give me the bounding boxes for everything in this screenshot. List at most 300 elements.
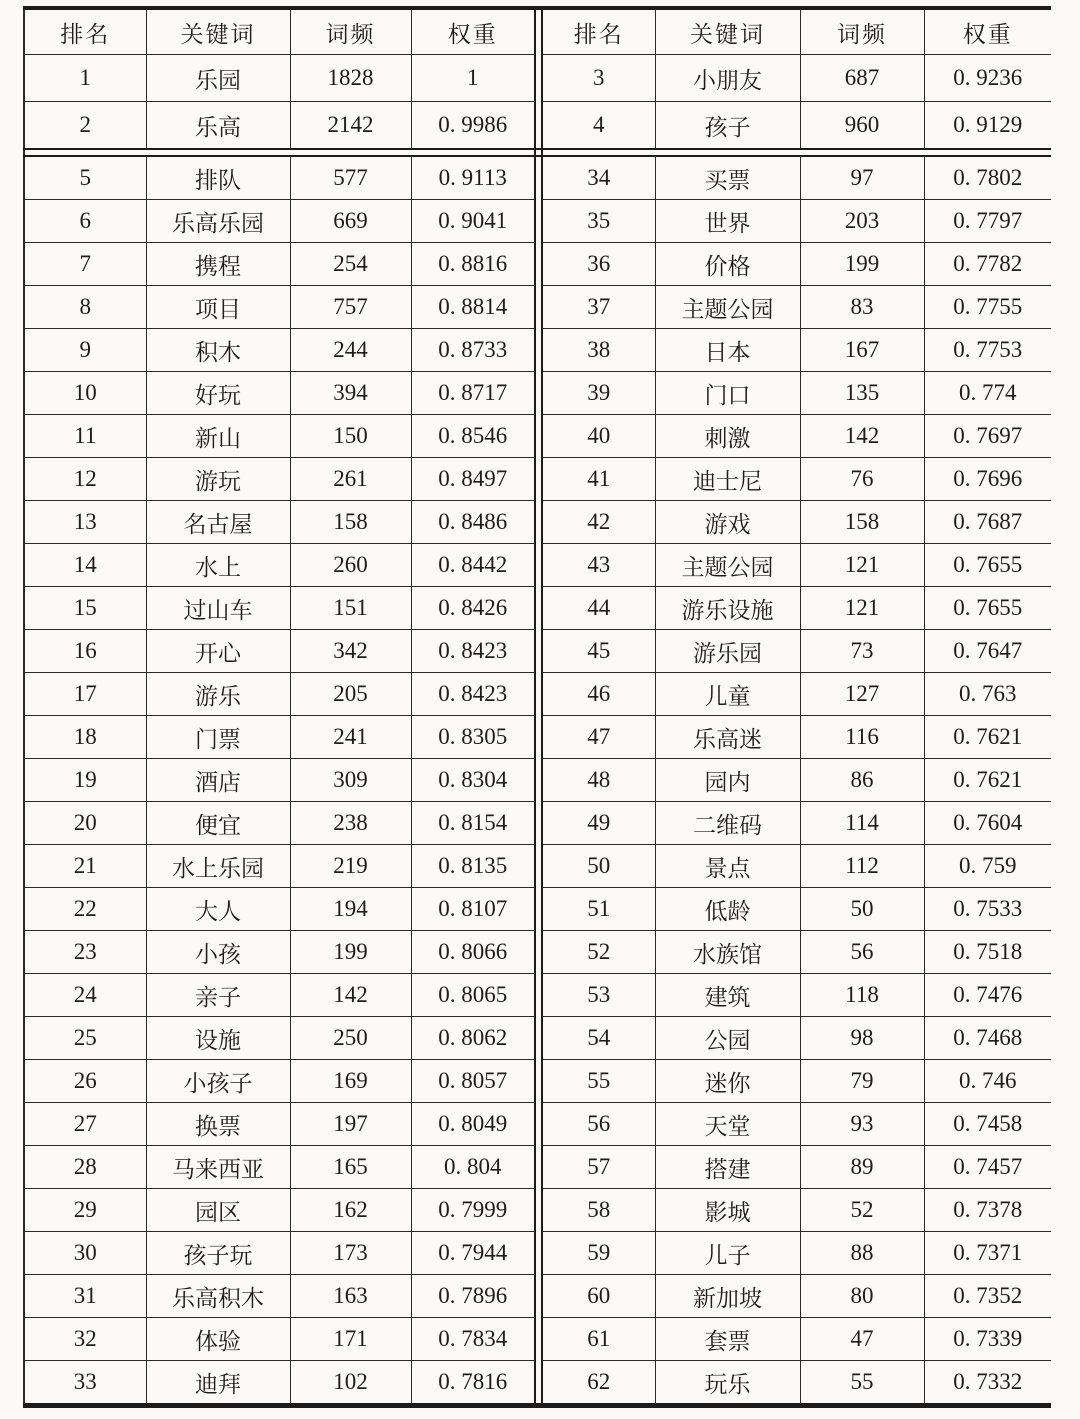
right-freq-cell: 98 — [800, 1017, 924, 1060]
left-freq-cell: 238 — [290, 802, 411, 845]
center-double-rule-divider — [535, 1146, 542, 1189]
right-keyword-cell: 迷你 — [655, 1060, 800, 1103]
left-rank-cell: 15 — [24, 587, 146, 630]
right-weight-cell: 0. 7697 — [924, 415, 1051, 458]
left-keyword-cell: 酒店 — [146, 759, 290, 802]
left-rank-cell: 22 — [24, 888, 146, 931]
table-row — [24, 102, 1051, 150]
right-weight-cell: 0. 7621 — [924, 716, 1051, 759]
column-header-freq: 词频 — [800, 8, 924, 55]
right-weight-cell: 0. 7647 — [924, 630, 1051, 673]
right-rank-cell: 52 — [542, 931, 655, 974]
left-keyword-cell: 乐高乐园 — [146, 200, 290, 243]
center-double-rule-divider — [535, 630, 542, 673]
left-rank-cell: 18 — [24, 716, 146, 759]
left-freq-cell: 171 — [290, 1318, 411, 1361]
left-rank-cell: 31 — [24, 1275, 146, 1318]
left-weight-cell: 0. 8426 — [411, 587, 535, 630]
left-weight-cell: 0. 8305 — [411, 716, 535, 759]
left-weight-cell: 0. 7896 — [411, 1275, 535, 1318]
right-keyword-cell: 园内 — [655, 759, 800, 802]
left-freq-cell: 169 — [290, 1060, 411, 1103]
right-freq-cell: 158 — [800, 501, 924, 544]
right-weight-cell: 0. 7339 — [924, 1318, 1051, 1361]
left-weight-cell: 0. 9113 — [411, 156, 535, 200]
right-keyword-cell: 游乐设施 — [655, 587, 800, 630]
center-double-rule-divider — [535, 200, 542, 243]
left-freq-cell: 309 — [290, 759, 411, 802]
left-weight-cell: 0. 7816 — [411, 1361, 535, 1406]
center-double-rule-divider — [535, 544, 542, 587]
right-freq-cell: 199 — [800, 243, 924, 286]
left-weight-cell: 0. 7834 — [411, 1318, 535, 1361]
right-weight-cell: 0. 7468 — [924, 1017, 1051, 1060]
right-weight-cell: 0. 774 — [924, 372, 1051, 415]
left-freq-cell: 250 — [290, 1017, 411, 1060]
right-keyword-cell: 迪士尼 — [655, 458, 800, 501]
center-double-rule-divider — [535, 673, 542, 716]
right-rank-cell: 58 — [542, 1189, 655, 1232]
left-keyword-cell: 孩子玩 — [146, 1232, 290, 1275]
left-rank-cell: 23 — [24, 931, 146, 974]
right-freq-cell: 86 — [800, 759, 924, 802]
right-rank-cell: 40 — [542, 415, 655, 458]
right-freq-cell: 83 — [800, 286, 924, 329]
table-row — [24, 1103, 1051, 1146]
left-keyword-cell: 乐园 — [146, 55, 290, 102]
right-rank-cell: 47 — [542, 716, 655, 759]
right-weight-cell: 0. 763 — [924, 673, 1051, 716]
section-break-double-rule — [24, 149, 1051, 156]
right-freq-cell: 97 — [800, 156, 924, 200]
right-keyword-cell: 门口 — [655, 372, 800, 415]
right-freq-cell: 127 — [800, 673, 924, 716]
table-row — [24, 458, 1051, 501]
right-freq-cell: 89 — [800, 1146, 924, 1189]
table-row — [24, 630, 1051, 673]
left-weight-cell: 0. 8733 — [411, 329, 535, 372]
right-freq-cell: 116 — [800, 716, 924, 759]
left-freq-cell: 757 — [290, 286, 411, 329]
right-freq-cell: 114 — [800, 802, 924, 845]
center-double-rule-divider — [535, 286, 542, 329]
left-weight-cell: 0. 9041 — [411, 200, 535, 243]
right-rank-cell: 42 — [542, 501, 655, 544]
right-rank-cell: 55 — [542, 1060, 655, 1103]
left-keyword-cell: 积木 — [146, 329, 290, 372]
table-row — [24, 845, 1051, 888]
left-keyword-cell: 游乐 — [146, 673, 290, 716]
table-row — [24, 931, 1051, 974]
table-row — [24, 1017, 1051, 1060]
left-weight-cell: 0. 8423 — [411, 630, 535, 673]
right-weight-cell: 0. 7755 — [924, 286, 1051, 329]
right-keyword-cell: 买票 — [655, 156, 800, 200]
left-freq-cell: 194 — [290, 888, 411, 931]
center-double-rule-divider — [535, 845, 542, 888]
right-keyword-cell: 影城 — [655, 1189, 800, 1232]
center-double-rule-divider — [535, 931, 542, 974]
left-keyword-cell: 大人 — [146, 888, 290, 931]
right-freq-cell: 79 — [800, 1060, 924, 1103]
right-rank-cell: 54 — [542, 1017, 655, 1060]
section-break-left — [24, 149, 535, 156]
left-keyword-cell: 新山 — [146, 415, 290, 458]
left-rank-cell: 16 — [24, 630, 146, 673]
left-keyword-cell: 园区 — [146, 1189, 290, 1232]
center-double-rule-divider — [535, 1189, 542, 1232]
left-weight-cell: 0. 8154 — [411, 802, 535, 845]
left-keyword-cell: 乐高 — [146, 102, 290, 150]
right-rank-cell: 38 — [542, 329, 655, 372]
left-rank-cell: 13 — [24, 501, 146, 544]
left-freq-cell: 163 — [290, 1275, 411, 1318]
left-keyword-cell: 设施 — [146, 1017, 290, 1060]
left-weight-cell: 0. 8057 — [411, 1060, 535, 1103]
table-row — [24, 1232, 1051, 1275]
left-freq-cell: 150 — [290, 415, 411, 458]
right-keyword-cell: 二维码 — [655, 802, 800, 845]
right-weight-cell: 0. 7458 — [924, 1103, 1051, 1146]
center-double-rule-divider — [535, 1232, 542, 1275]
table-row — [24, 501, 1051, 544]
left-freq-cell: 1828 — [290, 55, 411, 102]
left-rank-cell: 29 — [24, 1189, 146, 1232]
right-weight-cell: 0. 7352 — [924, 1275, 1051, 1318]
right-weight-cell: 0. 746 — [924, 1060, 1051, 1103]
table-row — [24, 888, 1051, 931]
center-double-rule-divider — [535, 716, 542, 759]
right-rank-cell: 61 — [542, 1318, 655, 1361]
right-keyword-cell: 乐高迷 — [655, 716, 800, 759]
center-double-rule-divider — [535, 501, 542, 544]
right-keyword-cell: 世界 — [655, 200, 800, 243]
left-keyword-cell: 小孩子 — [146, 1060, 290, 1103]
column-header-keyword: 关键词 — [146, 8, 290, 55]
left-rank-cell: 25 — [24, 1017, 146, 1060]
center-double-rule-divider — [535, 372, 542, 415]
right-keyword-cell: 主题公园 — [655, 286, 800, 329]
center-double-rule-divider — [535, 1275, 542, 1318]
left-rank-cell: 30 — [24, 1232, 146, 1275]
right-freq-cell: 118 — [800, 974, 924, 1017]
left-rank-cell: 28 — [24, 1146, 146, 1189]
left-freq-cell: 102 — [290, 1361, 411, 1406]
table-row — [24, 673, 1051, 716]
left-weight-cell: 0. 8065 — [411, 974, 535, 1017]
left-rank-cell: 33 — [24, 1361, 146, 1406]
right-rank-cell: 50 — [542, 845, 655, 888]
column-header-weight: 权重 — [411, 8, 535, 55]
center-double-rule-divider — [535, 1060, 542, 1103]
right-weight-cell: 0. 7621 — [924, 759, 1051, 802]
right-rank-cell: 36 — [542, 243, 655, 286]
table-row — [24, 156, 1051, 200]
left-weight-cell: 0. 8049 — [411, 1103, 535, 1146]
left-rank-cell: 11 — [24, 415, 146, 458]
right-keyword-cell: 建筑 — [655, 974, 800, 1017]
right-keyword-cell: 小朋友 — [655, 55, 800, 102]
right-weight-cell: 0. 7782 — [924, 243, 1051, 286]
table-row — [24, 716, 1051, 759]
left-freq-cell: 241 — [290, 716, 411, 759]
left-rank-cell: 21 — [24, 845, 146, 888]
center-double-rule-divider — [535, 243, 542, 286]
left-keyword-cell: 项目 — [146, 286, 290, 329]
right-weight-cell: 0. 7802 — [924, 156, 1051, 200]
left-weight-cell: 0. 8816 — [411, 243, 535, 286]
left-rank-cell: 27 — [24, 1103, 146, 1146]
right-freq-cell: 121 — [800, 544, 924, 587]
right-rank-cell: 45 — [542, 630, 655, 673]
center-double-rule-divider — [535, 759, 542, 802]
section-break-right — [542, 149, 1051, 156]
left-rank-cell: 2 — [24, 102, 146, 150]
right-freq-cell: 142 — [800, 415, 924, 458]
right-rank-cell: 60 — [542, 1275, 655, 1318]
right-rank-cell: 37 — [542, 286, 655, 329]
right-keyword-cell: 水族馆 — [655, 931, 800, 974]
left-rank-cell: 7 — [24, 243, 146, 286]
left-rank-cell: 20 — [24, 802, 146, 845]
table-row — [24, 243, 1051, 286]
center-double-rule-divider — [535, 329, 542, 372]
right-freq-cell: 960 — [800, 102, 924, 150]
left-freq-cell: 199 — [290, 931, 411, 974]
right-weight-cell: 0. 9129 — [924, 102, 1051, 150]
left-freq-cell: 2142 — [290, 102, 411, 150]
right-rank-cell: 51 — [542, 888, 655, 931]
left-freq-cell: 142 — [290, 974, 411, 1017]
left-weight-cell: 0. 804 — [411, 1146, 535, 1189]
right-keyword-cell: 低龄 — [655, 888, 800, 931]
left-freq-cell: 394 — [290, 372, 411, 415]
right-weight-cell: 0. 7518 — [924, 931, 1051, 974]
right-weight-cell: 0. 7378 — [924, 1189, 1051, 1232]
left-keyword-cell: 门票 — [146, 716, 290, 759]
left-weight-cell: 0. 8066 — [411, 931, 535, 974]
table-row — [24, 544, 1051, 587]
right-keyword-cell: 游戏 — [655, 501, 800, 544]
left-keyword-cell: 便宜 — [146, 802, 290, 845]
right-freq-cell: 47 — [800, 1318, 924, 1361]
left-weight-cell: 0. 7944 — [411, 1232, 535, 1275]
left-weight-cell: 0. 8497 — [411, 458, 535, 501]
right-freq-cell: 687 — [800, 55, 924, 102]
table-row — [24, 372, 1051, 415]
right-rank-cell: 46 — [542, 673, 655, 716]
right-rank-cell: 48 — [542, 759, 655, 802]
center-double-rule-divider — [535, 1017, 542, 1060]
right-freq-cell: 112 — [800, 845, 924, 888]
table-row — [24, 1318, 1051, 1361]
right-keyword-cell: 搭建 — [655, 1146, 800, 1189]
table-row — [24, 802, 1051, 845]
left-weight-cell: 0. 8107 — [411, 888, 535, 931]
left-keyword-cell: 名古屋 — [146, 501, 290, 544]
left-weight-cell: 0. 8442 — [411, 544, 535, 587]
right-keyword-cell: 游乐园 — [655, 630, 800, 673]
left-keyword-cell: 换票 — [146, 1103, 290, 1146]
table-body — [24, 55, 1051, 1406]
right-rank-cell: 34 — [542, 156, 655, 200]
left-rank-cell: 9 — [24, 329, 146, 372]
left-rank-cell: 32 — [24, 1318, 146, 1361]
right-rank-cell: 35 — [542, 200, 655, 243]
left-weight-cell: 0. 9986 — [411, 102, 535, 150]
table-row — [24, 329, 1051, 372]
right-rank-cell: 59 — [542, 1232, 655, 1275]
left-weight-cell: 0. 8304 — [411, 759, 535, 802]
right-weight-cell: 0. 7687 — [924, 501, 1051, 544]
center-double-rule-divider — [535, 1318, 542, 1361]
left-freq-cell: 162 — [290, 1189, 411, 1232]
left-rank-cell: 8 — [24, 286, 146, 329]
table-row — [24, 200, 1051, 243]
left-rank-cell: 24 — [24, 974, 146, 1017]
right-keyword-cell: 儿童 — [655, 673, 800, 716]
right-freq-cell: 56 — [800, 931, 924, 974]
right-freq-cell: 93 — [800, 1103, 924, 1146]
right-weight-cell: 0. 7332 — [924, 1361, 1051, 1406]
table-row — [24, 1146, 1051, 1189]
left-freq-cell: 173 — [290, 1232, 411, 1275]
right-freq-cell: 135 — [800, 372, 924, 415]
right-freq-cell: 167 — [800, 329, 924, 372]
right-weight-cell: 0. 7696 — [924, 458, 1051, 501]
column-header-rank: 排名 — [542, 8, 655, 55]
right-rank-cell: 53 — [542, 974, 655, 1017]
table-row — [24, 1060, 1051, 1103]
left-rank-cell: 10 — [24, 372, 146, 415]
left-weight-cell: 0. 8546 — [411, 415, 535, 458]
right-freq-cell: 73 — [800, 630, 924, 673]
left-keyword-cell: 好玩 — [146, 372, 290, 415]
table-row — [24, 286, 1051, 329]
left-freq-cell: 205 — [290, 673, 411, 716]
left-rank-cell: 19 — [24, 759, 146, 802]
left-weight-cell: 0. 8814 — [411, 286, 535, 329]
left-keyword-cell: 乐高积木 — [146, 1275, 290, 1318]
left-keyword-cell: 体验 — [146, 1318, 290, 1361]
right-rank-cell: 3 — [542, 55, 655, 102]
right-keyword-cell: 景点 — [655, 845, 800, 888]
center-double-rule-divider — [535, 802, 542, 845]
left-freq-cell: 577 — [290, 156, 411, 200]
left-freq-cell: 261 — [290, 458, 411, 501]
right-freq-cell: 88 — [800, 1232, 924, 1275]
table-row — [24, 1361, 1051, 1406]
right-keyword-cell: 新加坡 — [655, 1275, 800, 1318]
right-keyword-cell: 孩子 — [655, 102, 800, 150]
center-double-rule-divider — [535, 415, 542, 458]
right-weight-cell: 0. 759 — [924, 845, 1051, 888]
right-keyword-cell: 玩乐 — [655, 1361, 800, 1406]
center-double-rule-divider — [535, 587, 542, 630]
right-keyword-cell: 公园 — [655, 1017, 800, 1060]
right-freq-cell: 203 — [800, 200, 924, 243]
right-keyword-cell: 刺激 — [655, 415, 800, 458]
right-weight-cell: 0. 7797 — [924, 200, 1051, 243]
right-weight-cell: 0. 7476 — [924, 974, 1051, 1017]
center-double-rule-divider — [535, 8, 542, 55]
left-freq-cell: 254 — [290, 243, 411, 286]
left-keyword-cell: 开心 — [146, 630, 290, 673]
table-row — [24, 587, 1051, 630]
left-rank-cell: 14 — [24, 544, 146, 587]
right-rank-cell: 39 — [542, 372, 655, 415]
table-header — [24, 8, 1051, 55]
right-weight-cell: 0. 7604 — [924, 802, 1051, 845]
left-freq-cell: 197 — [290, 1103, 411, 1146]
center-double-rule-divider — [535, 149, 542, 156]
left-weight-cell: 1 — [411, 55, 535, 102]
center-double-rule-divider — [535, 102, 542, 150]
right-rank-cell: 57 — [542, 1146, 655, 1189]
left-freq-cell: 669 — [290, 200, 411, 243]
left-freq-cell: 151 — [290, 587, 411, 630]
right-weight-cell: 0. 7753 — [924, 329, 1051, 372]
right-weight-cell: 0. 7457 — [924, 1146, 1051, 1189]
left-keyword-cell: 水上乐园 — [146, 845, 290, 888]
right-freq-cell: 121 — [800, 587, 924, 630]
right-weight-cell: 0. 7655 — [924, 544, 1051, 587]
column-header-rank: 排名 — [24, 8, 146, 55]
left-rank-cell: 1 — [24, 55, 146, 102]
right-weight-cell: 0. 7371 — [924, 1232, 1051, 1275]
left-keyword-cell: 过山车 — [146, 587, 290, 630]
left-keyword-cell: 排队 — [146, 156, 290, 200]
left-rank-cell: 17 — [24, 673, 146, 716]
left-keyword-cell: 携程 — [146, 243, 290, 286]
left-freq-cell: 165 — [290, 1146, 411, 1189]
right-weight-cell: 0. 9236 — [924, 55, 1051, 102]
left-keyword-cell: 马来西亚 — [146, 1146, 290, 1189]
left-weight-cell: 0. 8062 — [411, 1017, 535, 1060]
column-header-keyword: 关键词 — [655, 8, 800, 55]
left-keyword-cell: 水上 — [146, 544, 290, 587]
center-double-rule-divider — [535, 55, 542, 102]
center-double-rule-divider — [535, 156, 542, 200]
right-rank-cell: 44 — [542, 587, 655, 630]
left-freq-cell: 342 — [290, 630, 411, 673]
center-double-rule-divider — [535, 974, 542, 1017]
right-weight-cell: 0. 7655 — [924, 587, 1051, 630]
left-weight-cell: 0. 8717 — [411, 372, 535, 415]
right-weight-cell: 0. 7533 — [924, 888, 1051, 931]
left-keyword-cell: 亲子 — [146, 974, 290, 1017]
table-row — [24, 759, 1051, 802]
right-rank-cell: 56 — [542, 1103, 655, 1146]
left-keyword-cell: 游玩 — [146, 458, 290, 501]
left-rank-cell: 26 — [24, 1060, 146, 1103]
header-row — [24, 8, 1051, 55]
left-weight-cell: 0. 8135 — [411, 845, 535, 888]
left-freq-cell: 158 — [290, 501, 411, 544]
right-rank-cell: 49 — [542, 802, 655, 845]
left-freq-cell: 244 — [290, 329, 411, 372]
table-row — [24, 55, 1051, 102]
right-freq-cell: 76 — [800, 458, 924, 501]
right-rank-cell: 41 — [542, 458, 655, 501]
right-freq-cell: 55 — [800, 1361, 924, 1406]
table-row — [24, 1275, 1051, 1318]
right-keyword-cell: 天堂 — [655, 1103, 800, 1146]
right-freq-cell: 50 — [800, 888, 924, 931]
left-freq-cell: 260 — [290, 544, 411, 587]
column-header-freq: 词频 — [290, 8, 411, 55]
right-keyword-cell: 主题公园 — [655, 544, 800, 587]
